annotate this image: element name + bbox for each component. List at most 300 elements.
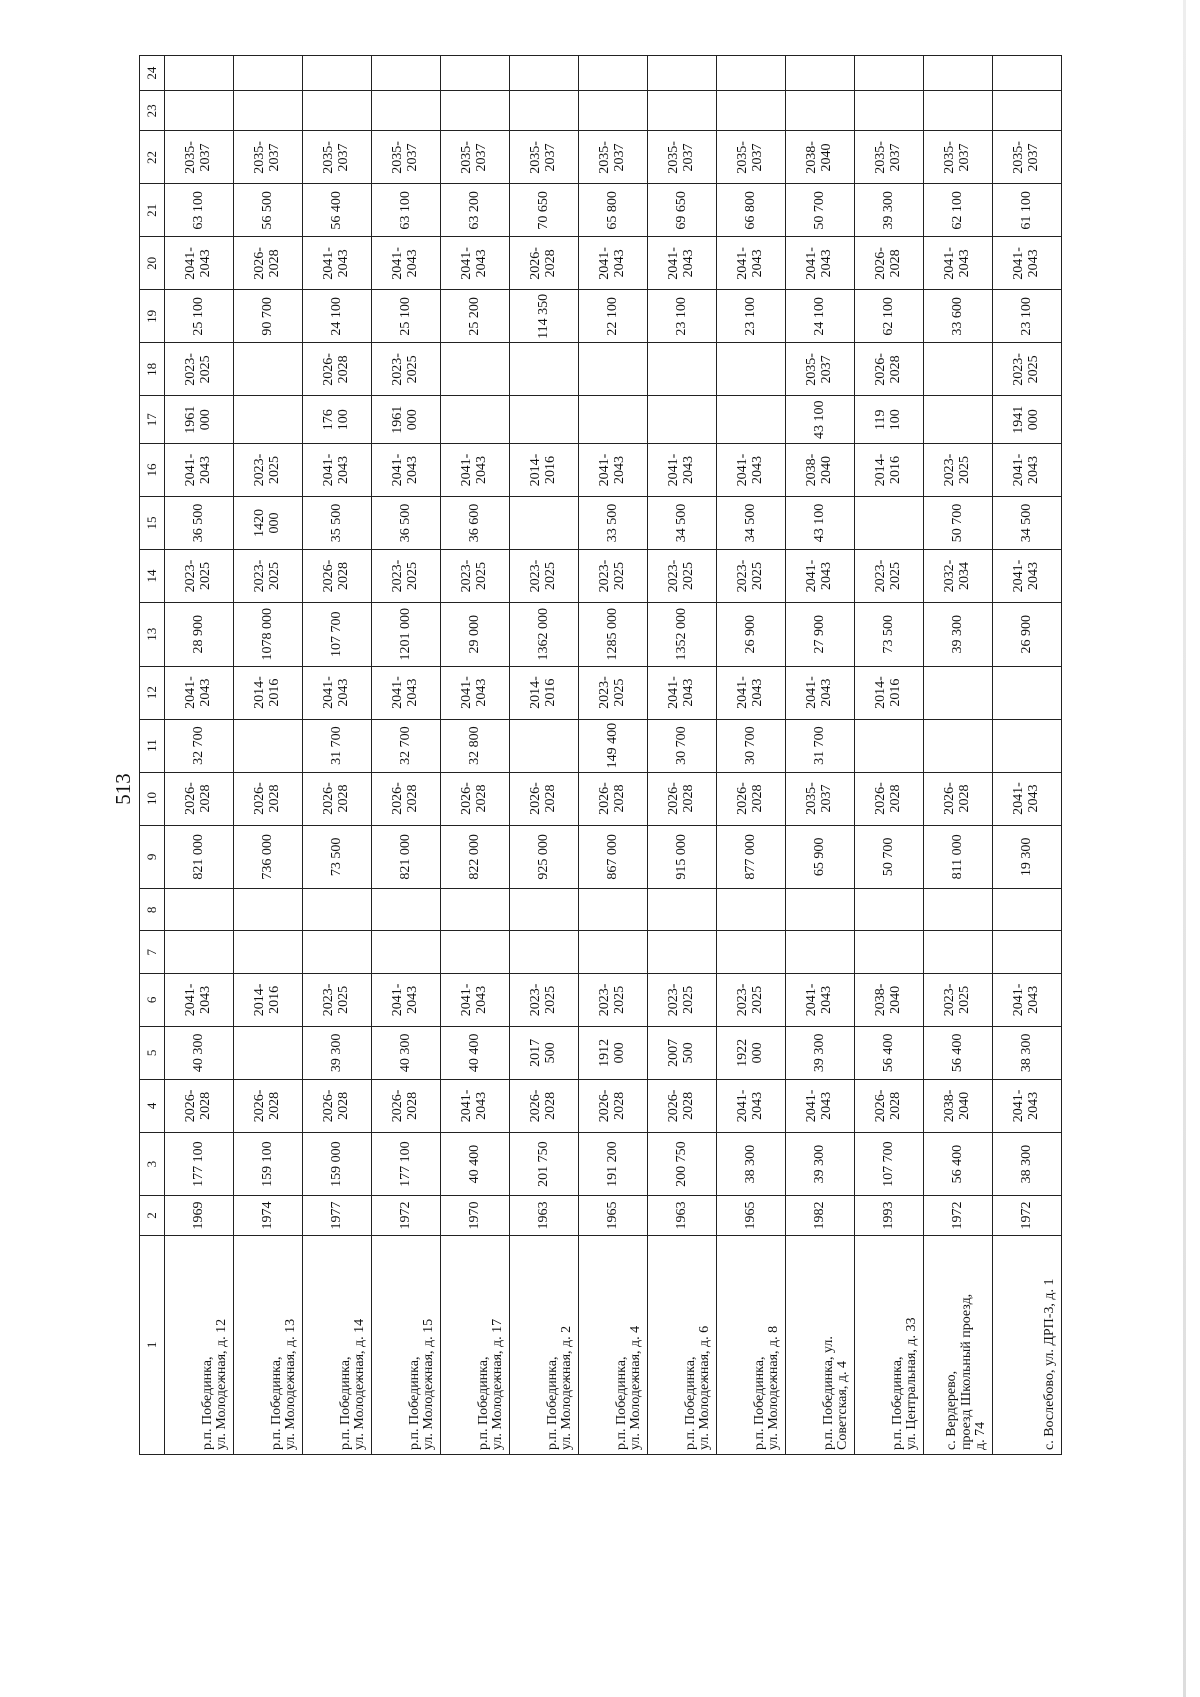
table-cell [579,396,648,444]
table-cell [303,889,372,931]
table-cell: 50 700 [786,184,855,237]
table-cell: 2023-2025 [372,550,441,603]
table-cell [717,396,786,444]
table-cell: 56 400 [924,1132,993,1196]
table-cell: 30 700 [717,719,786,772]
table-cell: 2023-2025 [579,973,648,1026]
table-cell: 2023-2025 [648,550,717,603]
address-line: р.п. Побединка, [475,1356,491,1450]
table-cell: 43 100 [786,396,855,444]
address-line: р.п. Побединка, [544,1356,560,1450]
table-cell: 19 300 [993,825,1062,889]
table-cell [165,889,234,931]
table-cell: 2026-2028 [855,1079,924,1132]
table-cell: 2038-2040 [924,1079,993,1132]
table-cell: 1941 000 [993,396,1062,444]
table-cell: 73 500 [303,825,372,889]
table-cell: 2026-2028 [303,550,372,603]
table-cell [441,56,510,91]
column-number-3: 3 [140,1132,165,1196]
table-cell: 2041-2043 [579,444,648,497]
table-cell: 33 600 [924,290,993,343]
table-row [441,56,510,1455]
table-cell: 2035-2037 [717,131,786,184]
address-line: ул. Молодежная, д. 2 [559,1325,575,1450]
table-cell: 2041-2043 [165,973,234,1026]
table-cell: 2026-2028 [579,1079,648,1132]
address-cell [303,1235,372,1454]
table-cell: 69 650 [648,184,717,237]
address-line: р.п. Побединка, [613,1356,629,1450]
table-cell: 30 700 [648,719,717,772]
table-cell [924,719,993,772]
table-cell: 1965 [717,1196,786,1235]
table-row [786,56,855,1455]
address-line: р.п. Побединка, [751,1356,767,1450]
table-cell: 1961 000 [372,396,441,444]
table-cell [234,396,303,444]
table-cell: 149 400 [579,719,648,772]
table-cell: 2023-2025 [924,973,993,1026]
table-cell: 2035-2037 [372,131,441,184]
address-line: с. Вердерево, [943,1370,959,1450]
table-row [648,56,717,1455]
column-number-7: 7 [140,931,165,973]
table-cell: 2041-2043 [165,666,234,719]
scan-edge [1183,0,1186,1697]
table-row [234,56,303,1455]
table-cell: 2041-2043 [303,444,372,497]
table-cell: 2041-2043 [786,550,855,603]
table-cell: 2023-2025 [855,550,924,603]
table-cell [648,889,717,931]
table-cell: 56 400 [303,184,372,237]
table-cell: 65 800 [579,184,648,237]
address-line: с. Вослебово, ул. ДРП-3, д. 1 [1042,1278,1058,1450]
table-cell: 867 000 [579,825,648,889]
table-cell: 29 000 [441,603,510,667]
address-line: ул. Молодежная, д. 4 [628,1325,644,1450]
table-cell: 56 500 [234,184,303,237]
address-cell [372,1235,441,1454]
table-cell: 39 300 [855,184,924,237]
page-number: 513 [111,773,135,805]
table-cell [924,343,993,396]
table-cell: 1420 000 [234,497,303,550]
address-cell [924,1235,993,1454]
table-cell: 2023-2025 [234,550,303,603]
table-cell: 821 000 [165,825,234,889]
table-cell: 2017 500 [510,1026,579,1079]
table-cell: 56 400 [924,1026,993,1079]
table-cell: 1961 000 [165,396,234,444]
table-cell [924,666,993,719]
table-cell: 2026-2028 [717,772,786,825]
table-cell [924,931,993,973]
table-cell: 35 500 [303,497,372,550]
table-cell: 40 400 [441,1132,510,1196]
address-line: проезд Школьный проезд, [958,1293,974,1450]
table-row [993,56,1062,1455]
table-cell [234,931,303,973]
table-cell: 2035-2037 [165,131,234,184]
table-cell [234,56,303,91]
table-cell: 40 300 [372,1026,441,1079]
table-cell: 2035-2037 [924,131,993,184]
table-cell [648,343,717,396]
table-cell: 66 800 [717,184,786,237]
address-cell [648,1235,717,1454]
table-cell: 2041-2043 [372,444,441,497]
address-line: р.п. Побединка, [889,1356,905,1450]
table-cell [579,343,648,396]
table-cell: 65 900 [786,825,855,889]
table-cell: 1922 000 [717,1026,786,1079]
address-line: р.п. Побединка, ул. [820,1336,836,1450]
table-cell [717,931,786,973]
table-row [924,56,993,1455]
table-cell: 1078 000 [234,603,303,667]
table-cell: 2041-2043 [303,237,372,290]
table-cell: 38 300 [717,1132,786,1196]
table-cell: 31 700 [786,719,855,772]
table-cell [855,56,924,91]
column-number-4: 4 [140,1079,165,1132]
table-cell [234,343,303,396]
table-cell: 2041-2043 [717,1079,786,1132]
table-cell: 39 300 [786,1026,855,1079]
table-cell: 2041-2043 [165,444,234,497]
table-cell: 2014-2016 [234,973,303,1026]
table-cell [510,396,579,444]
table-cell [924,396,993,444]
table-cell: 56 400 [855,1026,924,1079]
table-cell [510,497,579,550]
table-cell: 26 900 [717,603,786,667]
table-cell: 107 700 [303,603,372,667]
table-cell: 33 500 [579,497,648,550]
table-cell [579,931,648,973]
table-cell [165,931,234,973]
table-cell: 1963 [648,1196,717,1235]
table-cell: 2035-2037 [993,131,1062,184]
table-cell: 2026-2028 [165,772,234,825]
header-row [140,56,165,1455]
table-cell: 2035-2037 [441,131,510,184]
table-cell: 2041-2043 [786,237,855,290]
table-cell [648,56,717,91]
table-cell: 73 500 [855,603,924,667]
table-cell: 2026-2028 [372,772,441,825]
address-line: р.п. Побединка, [268,1356,284,1450]
table-cell: 2023-2025 [648,973,717,1026]
table-cell: 114 350 [510,290,579,343]
table-cell: 811 000 [924,825,993,889]
table-cell: 2035-2037 [855,131,924,184]
address-line: Советская, д. 4 [835,1361,851,1450]
table-cell [510,719,579,772]
column-number-10: 10 [140,772,165,825]
table-cell: 2026-2028 [234,772,303,825]
table-cell: 2023-2025 [924,444,993,497]
table-cell: 2041-2043 [441,237,510,290]
table-cell: 1285 000 [579,603,648,667]
table-cell [993,91,1062,131]
table-row [510,56,579,1455]
table-cell: 2041-2043 [372,973,441,1026]
table-cell: 2023-2025 [717,550,786,603]
table-cell: 2026-2028 [648,772,717,825]
table-cell: 2041-2043 [372,237,441,290]
table-cell: 2026-2028 [855,237,924,290]
column-number-5: 5 [140,1026,165,1079]
table-cell: 2026-2028 [510,237,579,290]
table-cell: 1972 [924,1196,993,1235]
table-cell: 159 100 [234,1132,303,1196]
table-cell: 1977 [303,1196,372,1235]
table-row [165,56,234,1455]
table-cell: 736 000 [234,825,303,889]
table-cell: 2041-2043 [786,1079,855,1132]
table-cell: 2026-2028 [234,237,303,290]
table-cell [510,889,579,931]
table-cell: 32 700 [372,719,441,772]
address-line: д. 74 [973,1421,989,1450]
table-cell [855,889,924,931]
table-cell: 877 000 [717,825,786,889]
table-cell: 2023-2025 [303,973,372,1026]
address-line: р.п. Побединка, [199,1356,215,1450]
table-cell: 915 000 [648,825,717,889]
table-cell [993,666,1062,719]
table-cell: 1974 [234,1196,303,1235]
table-row [372,56,441,1455]
table-cell: 25 100 [372,290,441,343]
column-number-12: 12 [140,666,165,719]
table-cell: 2041-2043 [993,237,1062,290]
table-cell: 2038-2040 [786,131,855,184]
table-cell: 1969 [165,1196,234,1235]
table-cell [372,889,441,931]
table-cell: 2026-2028 [303,343,372,396]
table-cell: 2041-2043 [648,237,717,290]
table-cell: 28 900 [165,603,234,667]
table-cell [303,56,372,91]
address-line: ул. Молодежная, д. 15 [421,1318,437,1450]
table-cell: 2038-2040 [855,973,924,1026]
table-cell: 1972 [993,1196,1062,1235]
table-cell: 1352 000 [648,603,717,667]
address-line: ул. Молодежная, д. 14 [352,1318,368,1450]
table-cell: 62 100 [855,290,924,343]
table-cell: 25 100 [165,290,234,343]
table-cell: 2026-2028 [579,772,648,825]
table-cell: 119 100 [855,396,924,444]
table-cell [717,91,786,131]
table-cell: 2014-2016 [234,666,303,719]
table-cell [234,889,303,931]
table-cell: 925 000 [510,825,579,889]
table-cell: 39 300 [924,603,993,667]
table-cell [924,56,993,91]
table-cell [786,56,855,91]
table-cell: 61 100 [993,184,1062,237]
table-cell: 2023-2025 [510,973,579,1026]
table-cell [441,931,510,973]
table-cell: 25 200 [441,290,510,343]
table-cell: 2023-2025 [579,550,648,603]
table-cell [441,91,510,131]
table-cell: 50 700 [855,825,924,889]
table-cell: 2035-2037 [786,343,855,396]
address-line: ул. Молодежная, д. 13 [283,1318,299,1450]
table-cell: 2038-2040 [786,444,855,497]
table-cell: 2023-2025 [993,343,1062,396]
table-cell: 2041-2043 [441,1079,510,1132]
table-cell: 62 100 [924,184,993,237]
table-cell [855,719,924,772]
table-cell: 2032-2034 [924,550,993,603]
address-cell [579,1235,648,1454]
column-number-23: 23 [140,91,165,131]
table-cell: 38 300 [993,1132,1062,1196]
data-table [139,55,1062,1455]
table-cell [510,931,579,973]
table-cell: 201 750 [510,1132,579,1196]
table-cell: 2023-2025 [372,343,441,396]
table-cell: 2041-2043 [441,444,510,497]
table-cell: 2035-2037 [303,131,372,184]
table-cell: 2041-2043 [717,666,786,719]
table-cell: 40 300 [165,1026,234,1079]
table-cell: 39 300 [786,1132,855,1196]
table-cell [441,889,510,931]
table-cell: 1965 [579,1196,648,1235]
table-cell: 1963 [510,1196,579,1235]
table-cell: 2026-2028 [165,1079,234,1132]
address-line: ул. Центральная, д. 33 [904,1317,920,1450]
table-cell: 23 100 [648,290,717,343]
table-cell: 90 700 [234,290,303,343]
table-cell [924,91,993,131]
table-cell: 23 100 [993,290,1062,343]
column-number-18: 18 [140,343,165,396]
table-cell [441,396,510,444]
table-cell: 177 100 [372,1132,441,1196]
column-number-9: 9 [140,825,165,889]
column-number-6: 6 [140,973,165,1026]
address-cell [234,1235,303,1454]
table-cell: 2041-2043 [579,237,648,290]
table-cell: 2023-2025 [441,550,510,603]
table-cell: 31 700 [303,719,372,772]
table-cell [648,931,717,973]
table-cell: 2026-2028 [441,772,510,825]
table-cell: 2023-2025 [717,973,786,1026]
table-cell: 2041-2043 [924,237,993,290]
table-cell: 200 750 [648,1132,717,1196]
table-cell: 36 500 [372,497,441,550]
table-cell [786,91,855,131]
address-cell [165,1235,234,1454]
table-cell: 2041-2043 [993,973,1062,1026]
column-number-2: 2 [140,1196,165,1235]
table-cell: 2014-2016 [510,444,579,497]
table-cell: 2035-2037 [234,131,303,184]
column-number-1: 1 [140,1235,165,1454]
table-cell: 2014-2016 [510,666,579,719]
table-cell [165,91,234,131]
table-cell: 2041-2043 [717,444,786,497]
address-cell [510,1235,579,1454]
table-cell: 63 200 [441,184,510,237]
table-cell [303,91,372,131]
table-cell: 159 000 [303,1132,372,1196]
table-cell: 2041-2043 [372,666,441,719]
table-cell [717,889,786,931]
table-cell [786,931,855,973]
table-cell [855,931,924,973]
table-cell [648,91,717,131]
table-cell: 24 100 [786,290,855,343]
table-cell: 40 400 [441,1026,510,1079]
column-number-14: 14 [140,550,165,603]
table-cell: 176 100 [303,396,372,444]
address-line: р.п. Побединка, [337,1356,353,1450]
table-cell: 2007 500 [648,1026,717,1079]
table-cell [510,91,579,131]
table-cell [234,91,303,131]
column-number-21: 21 [140,184,165,237]
address-cell [993,1235,1062,1454]
rotated-table-container [139,55,1058,1455]
table-cell: 1912 000 [579,1026,648,1079]
table-cell: 2014-2016 [855,666,924,719]
table-row [303,56,372,1455]
table-cell: 27 900 [786,603,855,667]
table-cell: 2023-2025 [234,444,303,497]
table-cell [648,396,717,444]
table-cell: 1982 [786,1196,855,1235]
column-number-16: 16 [140,444,165,497]
address-cell [855,1235,924,1454]
address-line: ул. Молодежная, д. 6 [697,1325,713,1450]
table-cell: 2026-2028 [648,1079,717,1132]
table-cell: 2041-2043 [993,550,1062,603]
table-cell: 2035-2037 [786,772,855,825]
address-cell [786,1235,855,1454]
table-cell: 34 500 [993,497,1062,550]
table-cell: 34 500 [717,497,786,550]
address-line: ул. Молодежная, д. 12 [214,1318,230,1450]
table-cell [579,889,648,931]
table-cell: 1972 [372,1196,441,1235]
table-cell: 191 200 [579,1132,648,1196]
table-cell: 2035-2037 [510,131,579,184]
table-cell: 2026-2028 [855,772,924,825]
table-cell: 2041-2043 [993,772,1062,825]
table-cell: 2041-2043 [165,237,234,290]
table-cell: 63 100 [165,184,234,237]
column-number-17: 17 [140,396,165,444]
address-line: р.п. Побединка, [682,1356,698,1450]
table-cell: 2026-2028 [855,343,924,396]
table-cell [993,719,1062,772]
table-cell [510,343,579,396]
table-cell: 2035-2037 [648,131,717,184]
table-cell: 2023-2025 [165,343,234,396]
table-cell: 2041-2043 [648,666,717,719]
